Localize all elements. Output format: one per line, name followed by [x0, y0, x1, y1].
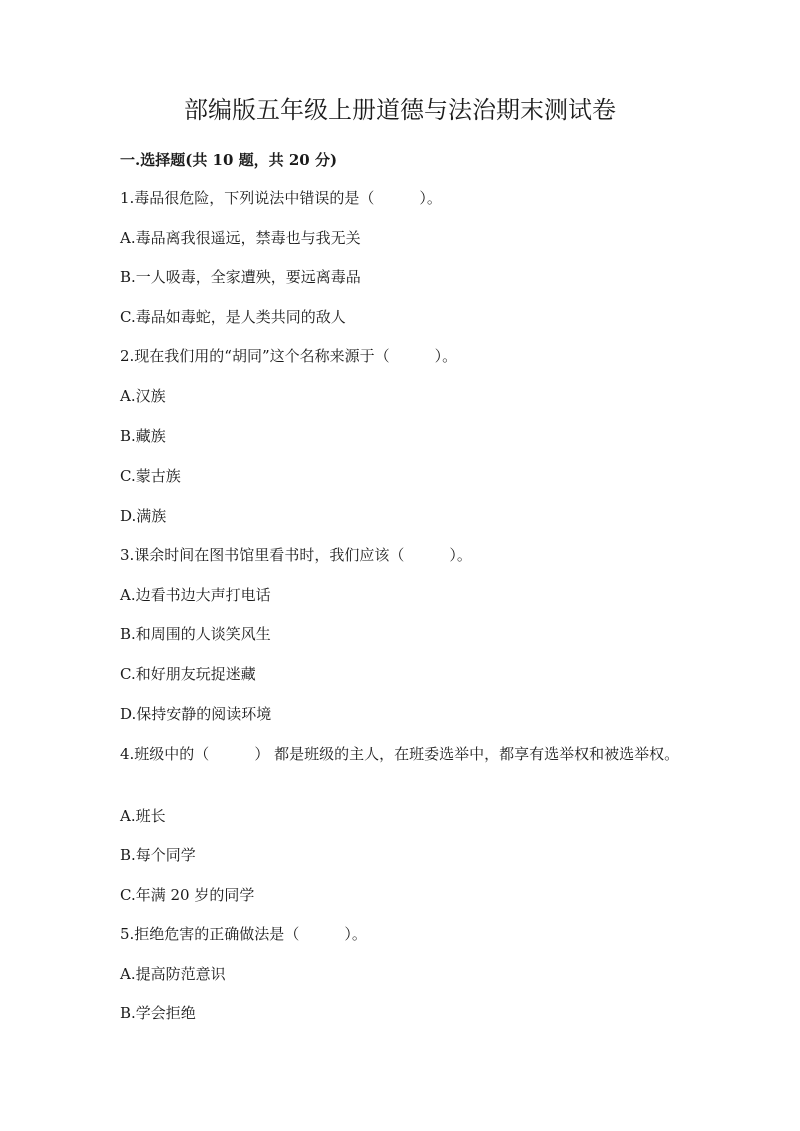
option: C.年满 20 岁的同学 [120, 886, 255, 904]
question-stem [120, 544, 680, 566]
section-heading: 一.选择题(共 10 题，共 20 分) [120, 151, 338, 169]
question-stem [120, 923, 680, 945]
question-stem [120, 187, 680, 209]
option: A.提高防范意识 [120, 965, 226, 983]
stem-text: 3.课余时间在图书馆里看书时，我们应该（ [120, 546, 405, 564]
stem-text: ）。 [434, 347, 458, 365]
option: B.藏族 [120, 427, 166, 445]
option: B.一人吸毒，全家遭殃，要远离毒品 [120, 268, 361, 286]
option: A.汉族 [120, 387, 166, 405]
option: B.和周围的人谈笑风生 [120, 625, 271, 643]
option: D.满族 [120, 507, 167, 525]
stem-text: 1.毒品很危险，下列说法中错误的是（ [120, 189, 375, 207]
exam-title: 部编版五年级上册道德与法治期末测试卷 [184, 96, 616, 124]
stem-text: 5.拒绝危害的正确做法是（ [120, 925, 300, 943]
stem-text: ） 都是班级的主人，在班委选举中，都享有选举权和被选举权。 [254, 745, 680, 763]
stem-text: ）。 [419, 189, 442, 207]
stem-text: ）。 [449, 546, 472, 564]
option: C.蒙古族 [120, 467, 181, 485]
option: C.毒品如毒蛇，是人类共同的敌人 [120, 308, 346, 326]
option: A.班长 [120, 807, 166, 825]
option: C.和好朋友玩捉迷藏 [120, 665, 256, 683]
option: A.毒品离我很遥远，禁毒也与我无关 [120, 229, 361, 247]
question-stem [120, 345, 680, 367]
option: D.保持安静的阅读环境 [120, 705, 272, 723]
stem-text: 2.现在我们用的“胡同”这个名称来源于（ [120, 347, 390, 365]
question-stem [120, 742, 680, 766]
option: A.边看书边大声打电话 [120, 586, 271, 604]
option: B.每个同学 [120, 846, 196, 864]
stem-text: 4.班级中的（ [120, 745, 210, 763]
option: B.学会拒绝 [120, 1004, 196, 1022]
stem-text: ）。 [344, 925, 367, 943]
